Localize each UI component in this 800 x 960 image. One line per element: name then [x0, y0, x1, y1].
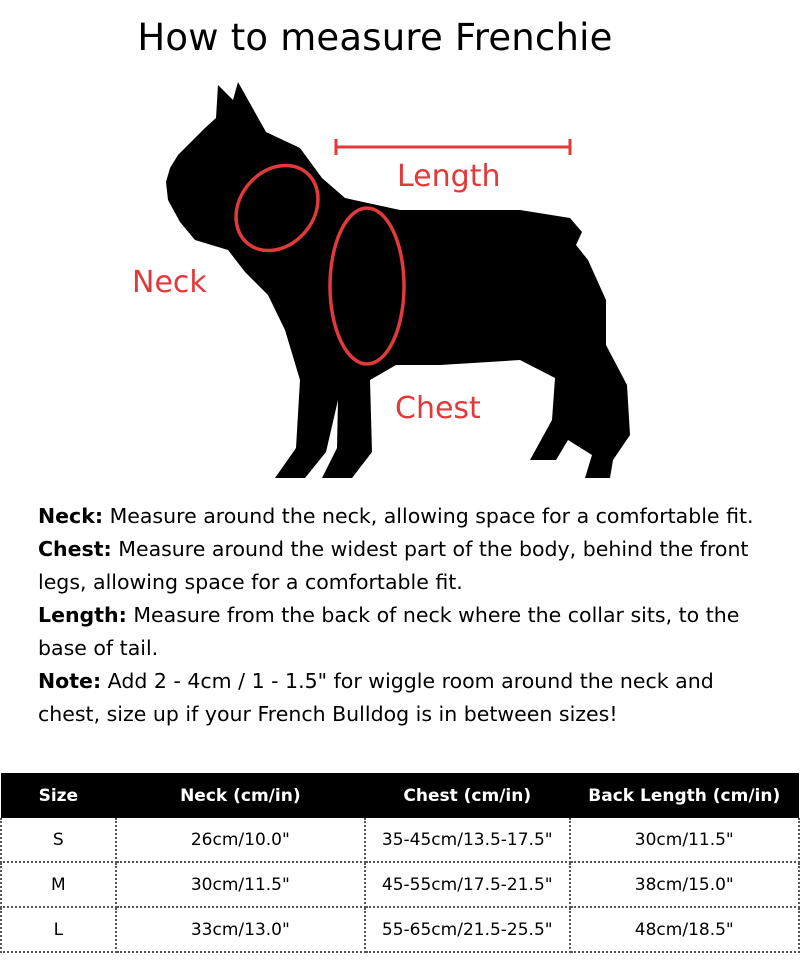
cell-back-length: 30cm/11.5" [570, 818, 799, 862]
cell-chest: 55-65cm/21.5-25.5" [365, 907, 570, 952]
chest-label: Chest [395, 391, 481, 426]
neck-label: Neck [132, 265, 207, 300]
cell-size: S [1, 818, 116, 862]
cell-chest: 45-55cm/17.5-21.5" [365, 862, 570, 907]
cell-chest: 35-45cm/13.5-17.5" [365, 818, 570, 862]
instruction-term: Chest: [38, 537, 112, 561]
instruction-term: Length: [38, 603, 127, 627]
cell-back-length: 48cm/18.5" [570, 907, 799, 952]
instruction-text: Add 2 - 4cm / 1 - 1.5" for wiggle room around the neck and chest, size up if your French Bulldog is in between sizes! [38, 669, 714, 726]
instruction-term: Note: [38, 669, 102, 693]
measurement-instructions [38, 500, 778, 731]
instruction-text: Measure from the back of neck where the collar sits, to the base of tail. [38, 603, 740, 660]
instruction-neck [38, 500, 778, 533]
cell-neck: 33cm/13.0" [116, 907, 365, 952]
instruction-text: Measure around the widest part of the body, behind the front legs, allowing space for a comfortable fit. [38, 537, 749, 594]
header-neck: Neck (cm/in) [116, 773, 365, 818]
cell-neck: 30cm/11.5" [116, 862, 365, 907]
table-row [1, 818, 799, 862]
page-title: How to measure Frenchie [137, 16, 613, 59]
instruction-note [38, 665, 778, 731]
header-size: Size [1, 773, 116, 818]
length-label: Length [397, 159, 501, 194]
cell-back-length: 38cm/15.0" [570, 862, 799, 907]
table-row [1, 907, 799, 952]
instruction-chest [38, 533, 778, 599]
header-chest: Chest (cm/in) [365, 773, 570, 818]
cell-size: L [1, 907, 116, 952]
cell-size: M [1, 862, 116, 907]
cell-neck: 26cm/10.0" [116, 818, 365, 862]
instruction-text: Measure around the neck, allowing space for a comfortable fit. [103, 504, 754, 528]
table-row [1, 862, 799, 907]
size-chart-table [0, 773, 800, 953]
length-indicator [336, 139, 570, 155]
instruction-length [38, 599, 778, 665]
header-back-length: Back Length (cm/in) [570, 773, 799, 818]
instruction-term: Neck: [38, 504, 104, 528]
table-header-row [1, 773, 799, 818]
